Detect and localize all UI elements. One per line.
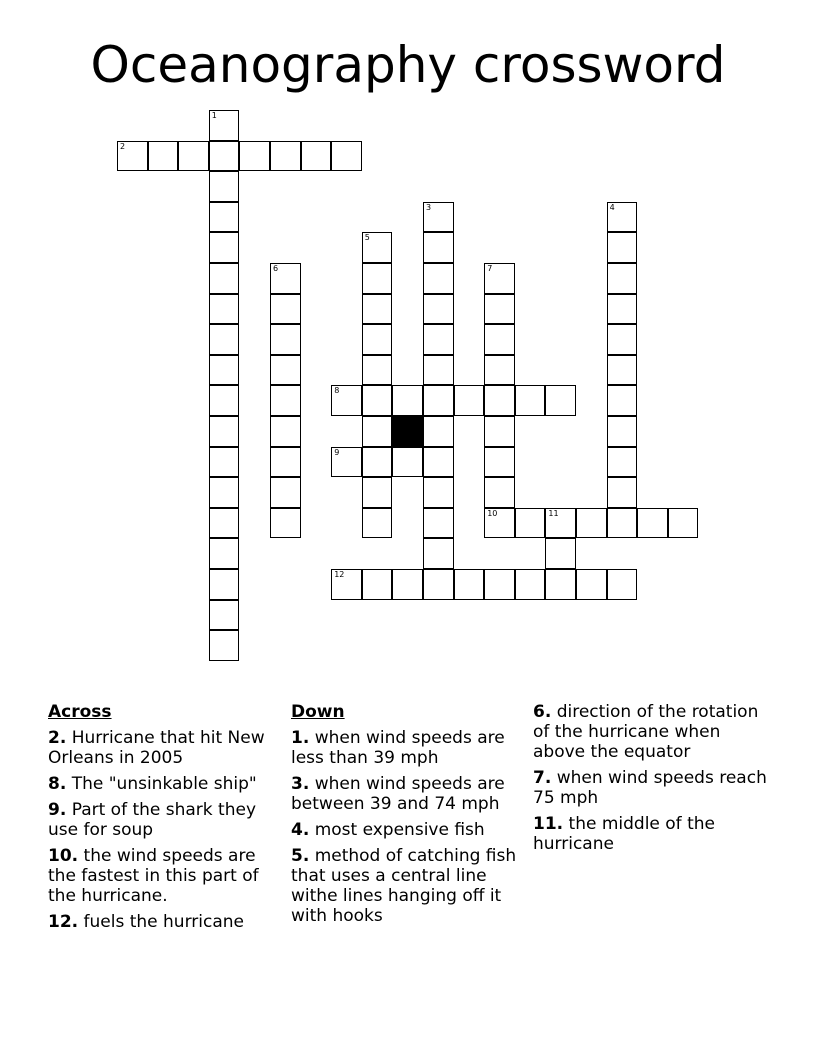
grid-cell[interactable] <box>362 294 393 325</box>
grid-cell[interactable] <box>270 294 301 325</box>
clue-number: 4 <box>609 202 615 212</box>
grid-cell-5[interactable] <box>362 232 393 263</box>
grid-cell[interactable] <box>209 141 240 172</box>
clue-text: The "unsinkable ship" <box>66 774 257 794</box>
down-heading: Down <box>291 702 345 722</box>
grid-cell[interactable] <box>270 508 301 539</box>
grid-cell[interactable] <box>209 232 240 263</box>
clue-number: 10 <box>487 508 498 518</box>
across-clue <box>48 728 288 768</box>
grid-cell[interactable] <box>423 385 454 416</box>
clue-number-label: 12. <box>48 912 79 932</box>
clue-number: 7 <box>487 264 493 273</box>
clue-number: 12 <box>334 570 345 579</box>
grid-cell[interactable] <box>362 477 393 508</box>
grid-cell[interactable] <box>270 447 301 478</box>
grid-cell[interactable] <box>607 324 638 355</box>
grid-cell[interactable] <box>209 630 240 661</box>
grid-cell[interactable] <box>454 569 485 600</box>
grid-cell[interactable] <box>423 232 454 263</box>
grid-cell[interactable] <box>484 385 515 416</box>
grid-cell-12[interactable] <box>331 569 362 600</box>
clue-text: method of catching fish that uses a central line withe lines hanging off it with hooks <box>291 846 517 926</box>
grid-cell-6[interactable] <box>270 263 301 294</box>
grid-cell[interactable] <box>209 263 240 294</box>
down-clue <box>291 820 523 840</box>
grid-cell[interactable] <box>423 508 454 539</box>
down-clue <box>533 768 773 808</box>
grid-cell[interactable] <box>607 263 638 294</box>
down-clue <box>533 702 773 762</box>
clue-text: when wind speeds are between 39 and 74 mph <box>291 774 505 814</box>
clue-number-label: 2. <box>48 728 67 748</box>
clue-number-label: 5. <box>291 846 310 866</box>
clue-number-label: 9. <box>48 800 67 820</box>
grid-cell[interactable] <box>607 294 638 325</box>
clue-number-label: 11. <box>533 814 564 834</box>
grid-cell[interactable] <box>270 385 301 416</box>
grid-cell[interactable] <box>423 569 454 600</box>
grid-cell[interactable] <box>576 508 607 539</box>
clue-number: 11 <box>548 508 559 518</box>
clue-number: 6 <box>273 264 279 273</box>
page-title: Oceanography crossword <box>90 36 726 94</box>
down-clue <box>533 814 773 854</box>
clue-text: the wind speeds are the fastest in this part of the hurricane. <box>48 846 259 906</box>
grid-cell[interactable] <box>484 569 515 600</box>
grid-cell[interactable] <box>607 355 638 386</box>
grid-cell-9[interactable] <box>331 447 362 478</box>
grid-cell[interactable] <box>607 232 638 263</box>
grid-cell[interactable] <box>209 538 240 569</box>
grid-cell[interactable] <box>484 324 515 355</box>
clue-text: the middle of the hurricane <box>533 814 715 854</box>
grid-cell[interactable] <box>423 538 454 569</box>
grid-cell[interactable] <box>209 294 240 325</box>
grid-cell[interactable] <box>331 141 362 172</box>
grid-cell[interactable] <box>209 171 240 202</box>
clue-number: 9 <box>334 447 340 457</box>
grid-cell[interactable] <box>209 202 240 233</box>
grid-cell[interactable] <box>239 141 270 172</box>
clue-number: 5 <box>364 233 370 243</box>
clue-text: fuels the hurricane <box>78 912 244 932</box>
clue-number-label: 3. <box>291 774 310 794</box>
clue-number-label: 1. <box>291 728 310 748</box>
grid-cell[interactable] <box>484 355 515 386</box>
clue-text: direction of the rotation of the hurricane when above the equator <box>533 702 759 762</box>
clue-number: 3 <box>426 202 432 212</box>
clue-text: when wind speeds reach 75 mph <box>533 768 767 808</box>
grid-cell[interactable] <box>545 385 576 416</box>
grid-cell[interactable] <box>515 508 546 539</box>
grid-cell[interactable] <box>545 538 576 569</box>
grid-cell[interactable] <box>392 569 423 600</box>
clue-text: most expensive fish <box>309 820 485 840</box>
grid-cell[interactable] <box>209 355 240 386</box>
grid-cell[interactable] <box>209 324 240 355</box>
grid-cell[interactable] <box>515 385 546 416</box>
grid-cell[interactable] <box>423 294 454 325</box>
clue-number: 8 <box>334 386 340 396</box>
grid-cell-2[interactable] <box>117 141 148 172</box>
across-heading: Across <box>48 702 112 722</box>
grid-cell[interactable] <box>178 141 209 172</box>
grid-cell[interactable] <box>209 385 240 416</box>
grid-cell[interactable] <box>607 477 638 508</box>
grid-cell[interactable] <box>209 569 240 600</box>
across-clues <box>48 702 288 938</box>
clue-text: Part of the shark they use for soup <box>48 800 257 840</box>
grid-cell[interactable] <box>362 385 393 416</box>
grid-cell[interactable] <box>209 477 240 508</box>
grid-cell[interactable] <box>148 141 179 172</box>
grid-cell[interactable] <box>423 477 454 508</box>
grid-cell[interactable] <box>362 447 393 478</box>
across-clue <box>48 774 288 794</box>
clue-number-label: 10. <box>48 846 79 866</box>
grid-cell[interactable] <box>362 569 393 600</box>
grid-cell[interactable] <box>209 416 240 447</box>
grid-cell[interactable] <box>270 355 301 386</box>
grid-cell-1[interactable] <box>209 110 240 141</box>
grid-cell[interactable] <box>423 324 454 355</box>
across-clue <box>48 846 288 906</box>
across-clue <box>48 800 288 840</box>
clue-number: 1 <box>211 111 217 120</box>
grid-cell[interactable] <box>362 508 393 539</box>
grid-cell-4[interactable] <box>607 202 638 233</box>
down-clues <box>291 702 523 932</box>
black-cell <box>392 416 423 447</box>
clue-text: when wind speeds are less than 39 mph <box>291 728 505 768</box>
down-clue <box>291 846 523 926</box>
clue-text: Hurricane that hit New Orleans in 2005 <box>48 728 265 768</box>
grid-cell-10[interactable] <box>484 508 515 539</box>
grid-cell[interactable] <box>545 569 576 600</box>
grid-cell[interactable] <box>270 141 301 172</box>
grid-cell[interactable] <box>607 447 638 478</box>
grid-cell[interactable] <box>607 385 638 416</box>
grid-cell[interactable] <box>362 355 393 386</box>
grid-cell-3[interactable] <box>423 202 454 233</box>
grid-cell[interactable] <box>607 416 638 447</box>
grid-cell[interactable] <box>362 324 393 355</box>
grid-cell[interactable] <box>209 447 240 478</box>
grid-cell-11[interactable] <box>545 508 576 539</box>
grid-cell[interactable] <box>209 600 240 631</box>
grid-cell[interactable] <box>637 508 668 539</box>
grid-cell[interactable] <box>362 416 393 447</box>
grid-cell[interactable] <box>423 447 454 478</box>
down-clue <box>291 774 523 814</box>
grid-cell[interactable] <box>209 508 240 539</box>
grid-cell[interactable] <box>484 416 515 447</box>
grid-cell[interactable] <box>392 447 423 478</box>
grid-cell[interactable] <box>270 324 301 355</box>
grid-cell[interactable] <box>484 477 515 508</box>
down-clues-continued <box>533 702 773 860</box>
clue-number-label: 8. <box>48 774 67 794</box>
grid-cell[interactable] <box>423 355 454 386</box>
grid-cell-7[interactable] <box>484 263 515 294</box>
grid-cell[interactable] <box>515 569 546 600</box>
grid-cell[interactable] <box>301 141 332 172</box>
grid-cell[interactable] <box>576 569 607 600</box>
grid-cell[interactable] <box>423 263 454 294</box>
grid-cell[interactable] <box>484 447 515 478</box>
grid-cell[interactable] <box>392 385 423 416</box>
grid-cell[interactable] <box>607 569 638 600</box>
down-clue <box>291 728 523 768</box>
clue-number-label: 4. <box>291 820 310 840</box>
grid-cell-8[interactable] <box>331 385 362 416</box>
grid-cell[interactable] <box>454 385 485 416</box>
grid-cell[interactable] <box>270 477 301 508</box>
grid-cell[interactable] <box>362 263 393 294</box>
clue-number-label: 6. <box>533 702 552 722</box>
grid-cell[interactable] <box>668 508 699 539</box>
grid-cell[interactable] <box>484 294 515 325</box>
grid-cell[interactable] <box>607 508 638 539</box>
clue-number-label: 7. <box>533 768 552 788</box>
grid-cell[interactable] <box>423 416 454 447</box>
across-clue <box>48 912 288 932</box>
grid-cell[interactable] <box>270 416 301 447</box>
clue-number: 2 <box>120 141 126 151</box>
